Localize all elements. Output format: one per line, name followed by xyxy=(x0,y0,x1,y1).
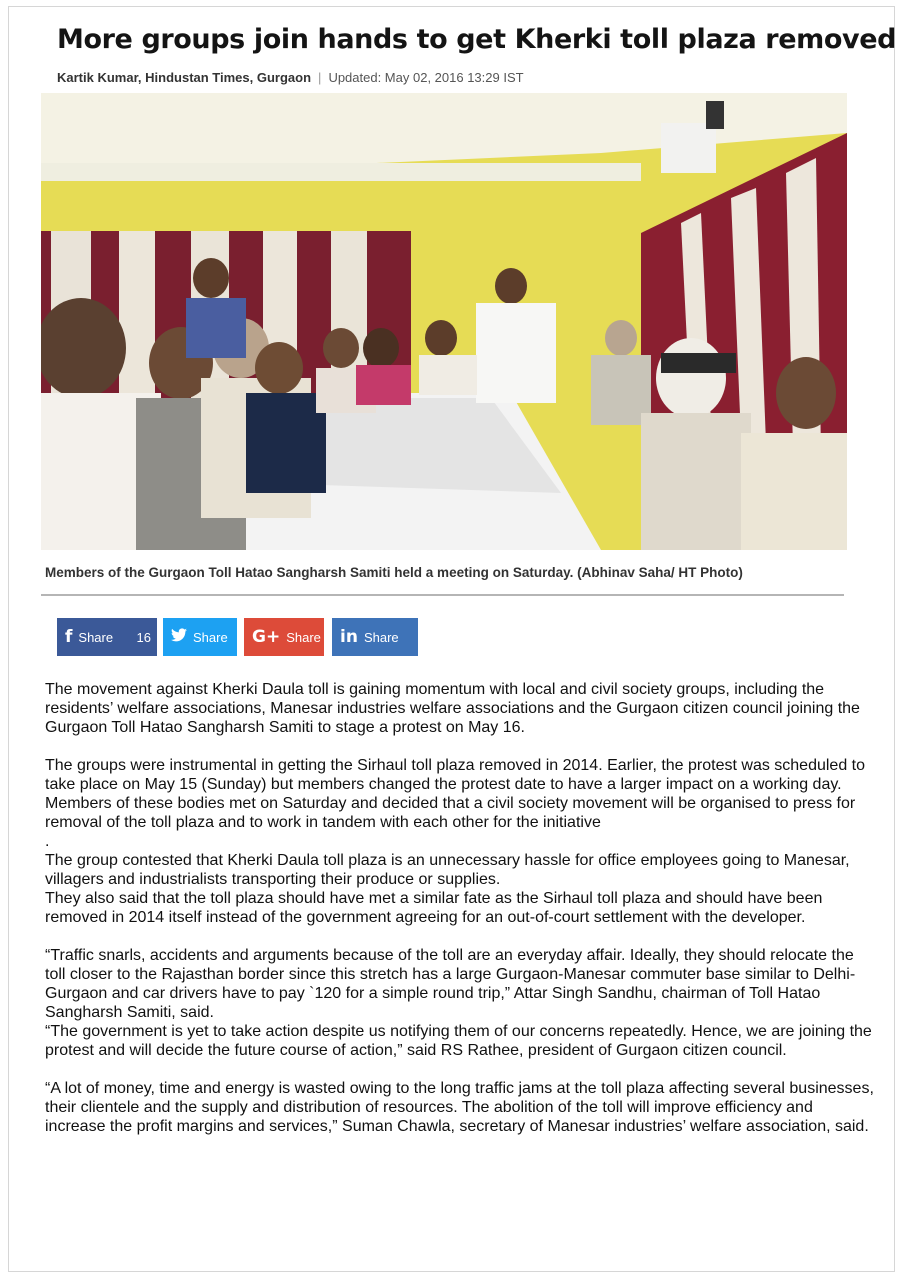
twitter-icon xyxy=(171,627,187,647)
article-body xyxy=(45,680,875,1136)
article-paragraph: The group contested that Kherki Daula toll plaza is an unnecessary hassle for office employees going to Manesar, villagers and industrialists transporting their produce or supplies. xyxy=(45,852,850,888)
byline-author[interactable]: Kartik Kumar, Hindustan Times, Gurgaon xyxy=(57,70,312,85)
byline-separator: | xyxy=(318,70,322,85)
twitter-share-label: Share xyxy=(193,629,228,645)
googleplus-share-button[interactable] xyxy=(244,618,324,656)
article-headline: More groups join hands to get Kherki toll plaza removed xyxy=(57,24,897,55)
article-paragraph: “Traffic snarls, accidents and arguments because of the toll are an everyday affair. Ideally, they should relocate the toll closer to the Rajasthan border since this stretch has a large Gurgaon-Manesar commuter base similar to Delhi-Gurgaon and car drivers have to pay `120 for a simple round trip,” Attar Singh Sandhu, chairman of Toll Hatao Sangharsh Samiti, said. xyxy=(45,947,856,1021)
article-paragraph: The groups were instrumental in getting the Sirhaul toll plaza removed in 2014. Earlier, the protest was scheduled to take place on May 15 (Sunday) but members changed the protest date to have a larger impact on a working day. xyxy=(45,757,866,793)
article-paragraph: “A lot of money, time and energy is wasted owing to the long traffic jams at the toll plaza affecting several businesses, their clientele and the supply and distribution of resources. The abolition of the toll will improve efficiency and increase the profit margins and services,” Suman Chawla, secretary of Manesar industries’ welfare association, said. xyxy=(45,1080,874,1135)
article-paragraph: They also said that the toll plaza should have met a similar fate as the Sirhaul toll plaza and should have been removed in 2014 itself instead of the government agreeing for an out-of-court settlement with the developer. xyxy=(45,890,823,926)
caption-divider xyxy=(41,594,844,596)
article-paragraph: “The government is yet to take action despite us notifying them of our concerns repeatedly. Hence, we are joining the protest and will decide the future course of action,” said RS Rathee, president of Gurgaon citizen council. xyxy=(45,1023,872,1059)
facebook-share-label: Share xyxy=(78,629,114,645)
photo-caption: Members of the Gurgaon Toll Hatao Sangharsh Samiti held a meeting on Saturday. (Abhinav Saha/ HT Photo) xyxy=(45,565,743,580)
googleplus-icon: G+ xyxy=(252,627,281,647)
article-photo xyxy=(41,93,847,550)
googleplus-share-label: Share xyxy=(286,629,321,645)
byline xyxy=(57,70,524,85)
linkedin-icon: in xyxy=(340,627,358,647)
article-paragraph: . xyxy=(45,833,50,850)
twitter-share-button[interactable] xyxy=(163,618,237,656)
article-paragraph: Members of these bodies met on Saturday and decided that a civil society movement will be organised to press for removal of the toll plaza and to work in tandem with each other for the initiative xyxy=(45,795,856,831)
linkedin-share-label: Share xyxy=(363,629,399,645)
byline-updated: Updated: May 02, 2016 13:29 IST xyxy=(328,70,524,85)
linkedin-share-button[interactable] xyxy=(332,618,418,656)
facebook-share-count: 16 xyxy=(136,629,151,645)
facebook-icon: f xyxy=(65,627,73,647)
facebook-share-button[interactable] xyxy=(57,618,157,656)
article-paragraph: The movement against Kherki Daula toll is gaining momentum with local and civil society groups, including the residents’ welfare associations, Manesar industries welfare associations and the Gurgaon citizen council joining the Gurgaon Toll Hatao Sangharsh Samiti to stage a protest on May 16. xyxy=(45,681,860,736)
